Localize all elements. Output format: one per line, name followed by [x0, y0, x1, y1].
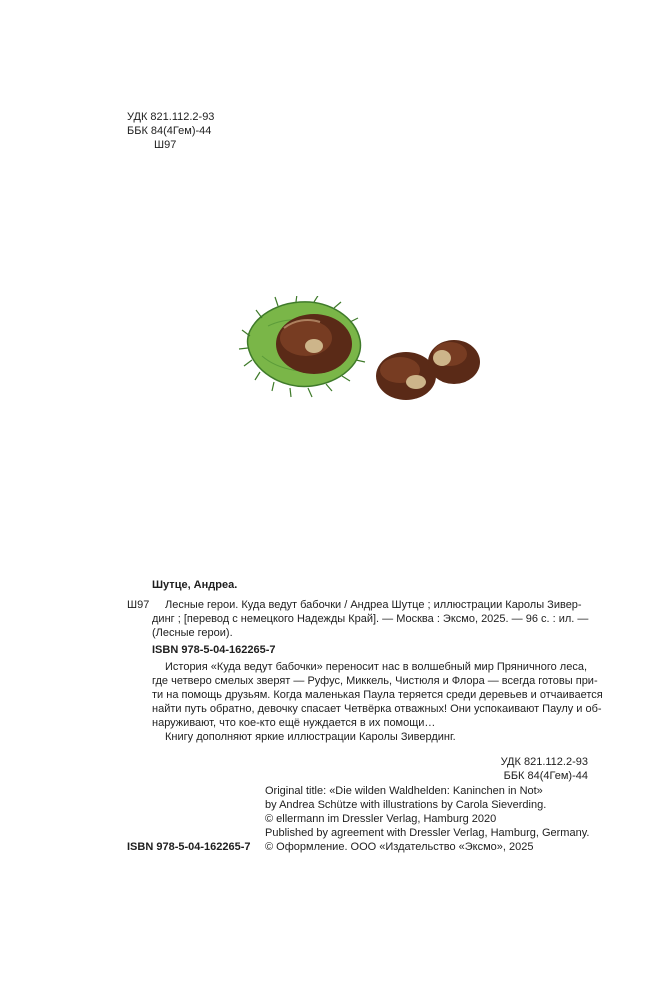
- annotation-line-5: наруживают, что кое-кто ещё нуждается в их помощи…: [152, 717, 436, 729]
- annotation-line-2: где четверо смелых зверят — Руфус, Миккель, Чистюля и Флора — всегда готовы при-: [152, 675, 598, 687]
- catalog-isbn: ISBN 978-5-04-162265-7: [152, 644, 276, 656]
- chestnuts-illustration: [238, 296, 480, 414]
- catalog-description-line-1: Лесные герои. Куда ведут бабочки / Андреа Шутце ; иллюстрации Каролы Зивер-: [165, 599, 582, 611]
- chestnut-in-husk: [276, 314, 352, 374]
- annotation-extra: Книгу дополняют яркие иллюстрации Каролы Зивердинг.: [165, 731, 456, 743]
- catalog-description-line-3: (Лесные герои).: [152, 627, 233, 639]
- annotation-line-4: найти путь обратно, девочку спасает Четвёрка отважных! Они успокаивают Паулу и об-: [152, 703, 602, 715]
- bbk-code: ББК 84(4Гем)-44: [127, 125, 212, 137]
- copyright-line-3: © ellermann im Dressler Verlag, Hamburg 2020: [265, 813, 497, 825]
- catalog-author-heading: Шутце, Андреа.: [152, 579, 238, 591]
- annotation-line-3: ти на помощь друзьям. Когда маленькая Паула теряется среди деревьев и отчаивается: [152, 689, 603, 701]
- copyright-line-4: Published by agreement with Dressler Verlag, Hamburg, Germany.: [265, 827, 590, 839]
- catalog-description-line-2: динг ; [перевод с немецкого Надежды Край]. — Москва : Эксмо, 2025. — 96 с. : ил. —: [152, 613, 589, 625]
- chestnut-left: [376, 352, 436, 400]
- udk-code: УДК 821.112.2-93: [127, 111, 215, 123]
- bottom-isbn: ISBN 978-5-04-162265-7: [127, 841, 251, 853]
- author-mark: Ш97: [154, 139, 177, 151]
- copyright-line-2: by Andrea Schütze with illustrations by Carola Sieverding.: [265, 799, 547, 811]
- catalog-author-mark: Ш97: [127, 599, 150, 611]
- chestnut-right: [428, 340, 480, 384]
- annotation-line-1: История «Куда ведут бабочки» переносит нас в волшебный мир Пряничного леса,: [165, 661, 588, 673]
- udk-code-right: УДК 821.112.2-93: [500, 756, 588, 768]
- copyright-line-5: © Оформление. ООО «Издательство «Эксмо», 2025: [265, 841, 534, 853]
- bbk-code-right: ББК 84(4Гем)-44: [503, 770, 588, 782]
- copyright-line-1: Original title: «Die wilden Waldhelden: Kaninchen in Not»: [265, 785, 543, 797]
